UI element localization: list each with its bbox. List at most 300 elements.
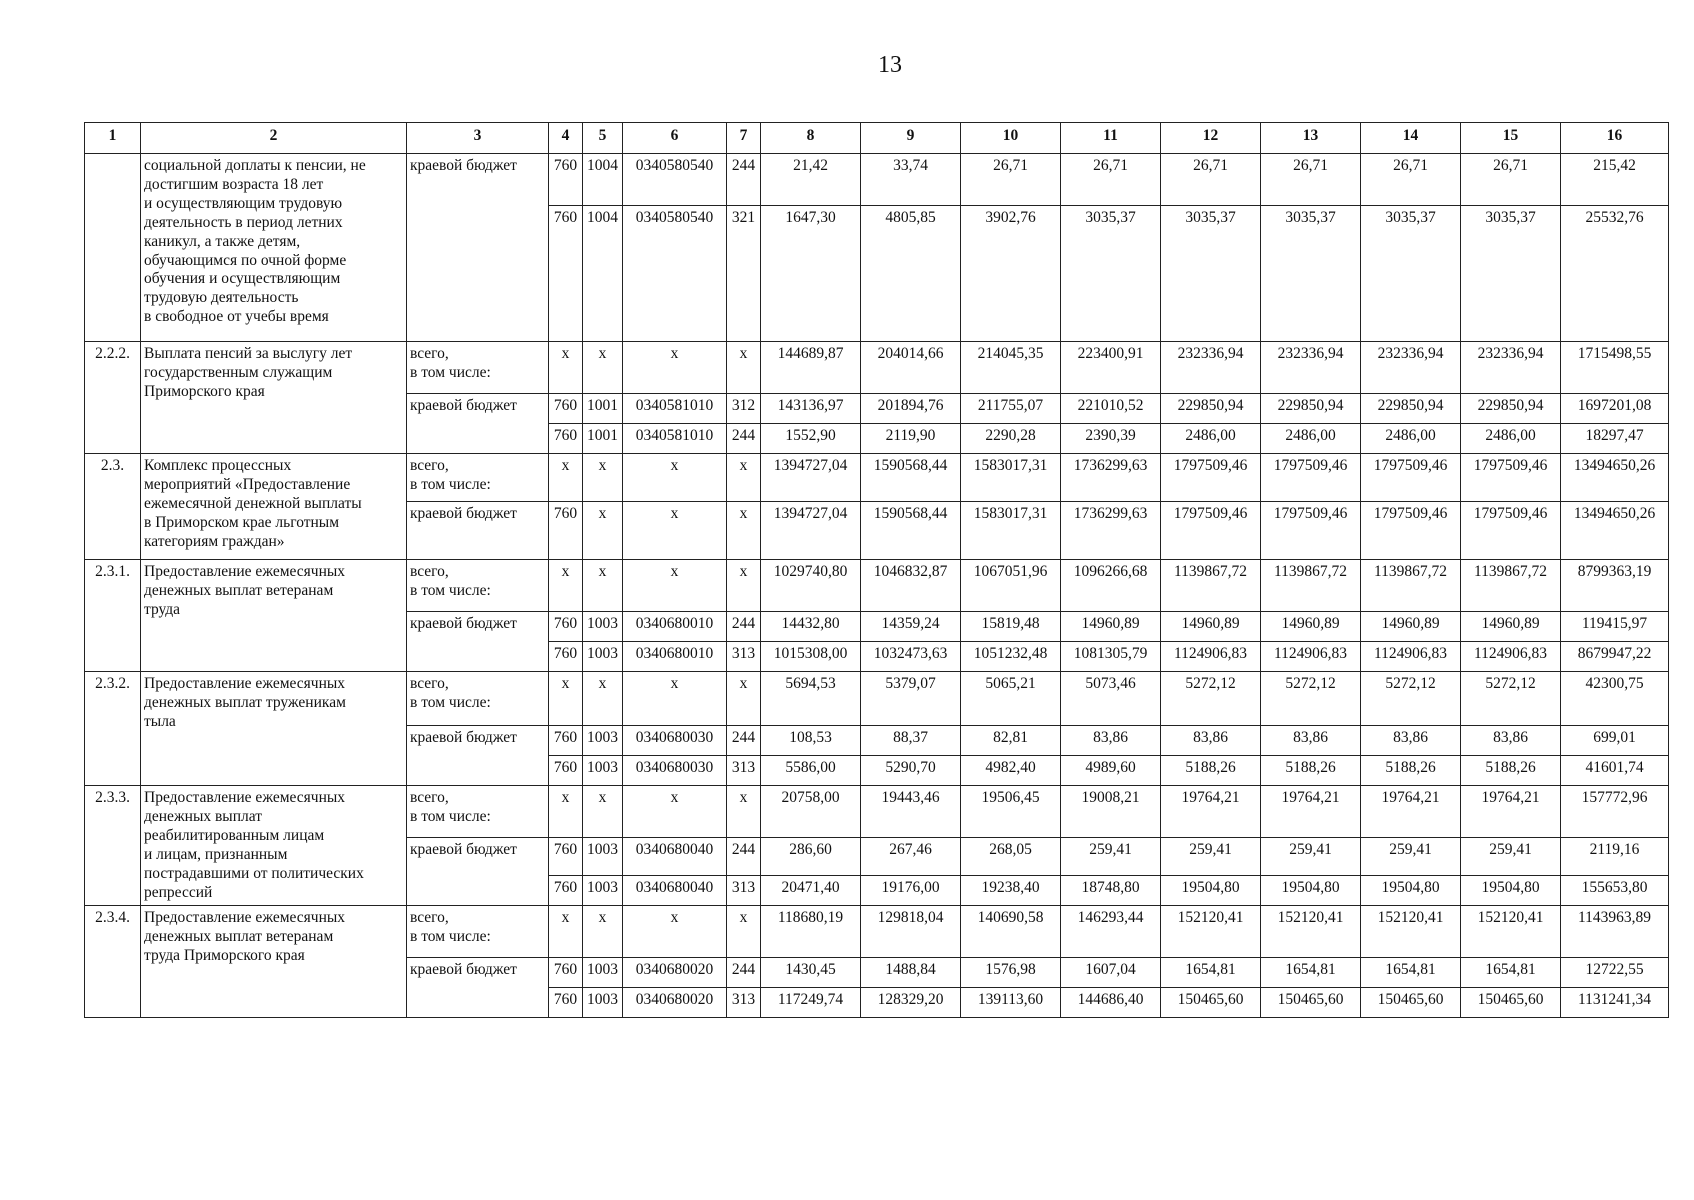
- year-value: 19443,46: [861, 786, 961, 838]
- year-value: 5188,26: [1161, 756, 1261, 786]
- year-value: 83,86: [1061, 726, 1161, 756]
- budget-code-c6: 0340580540: [623, 154, 727, 206]
- budget-code-c5: 1003: [583, 756, 623, 786]
- measure-name: [141, 342, 407, 454]
- budget-code-c5: 1003: [583, 642, 623, 672]
- year-value: 1654,81: [1461, 958, 1561, 988]
- year-value: 268,05: [961, 838, 1061, 876]
- funding-source: краевой бюджет: [407, 958, 549, 1018]
- year-value: 1488,84: [861, 958, 961, 988]
- year-value: 1590568,44: [861, 502, 961, 560]
- year-value: 26,71: [1361, 154, 1461, 206]
- year-value: 201894,76: [861, 394, 961, 424]
- year-value: 143136,97: [761, 394, 861, 424]
- column-header: 2: [141, 123, 407, 154]
- year-value: 267,46: [861, 838, 961, 876]
- year-value: 259,41: [1161, 838, 1261, 876]
- column-header: 9: [861, 123, 961, 154]
- year-value: 19504,80: [1361, 876, 1461, 906]
- year-value: 5272,12: [1461, 672, 1561, 726]
- measure-name-line: Выплата пенсий за выслугу лет: [144, 345, 353, 362]
- total-value: 155653,80: [1561, 876, 1669, 906]
- total-value: 699,01: [1561, 726, 1669, 756]
- year-value: 5586,00: [761, 756, 861, 786]
- budget-code-c7: 244: [727, 726, 761, 756]
- year-value: 1124906,83: [1261, 642, 1361, 672]
- measure-name-line: обучающимся по очной форме: [144, 251, 347, 269]
- row-index: 2.3.1.: [85, 560, 141, 672]
- column-header: 11: [1061, 123, 1161, 154]
- year-value: 1797509,46: [1361, 502, 1461, 560]
- total-value: 1715498,55: [1561, 342, 1669, 394]
- budget-code-c6: x: [623, 560, 727, 612]
- year-value: 1046832,87: [861, 560, 961, 612]
- budget-code-c5: 1001: [583, 394, 623, 424]
- total-value: 8679947,22: [1561, 642, 1669, 672]
- year-value: 5065,21: [961, 672, 1061, 726]
- budget-code-c6: 0340680010: [623, 642, 727, 672]
- year-value: 152120,41: [1361, 906, 1461, 958]
- measure-name-line: пострадавшими от политических: [144, 864, 364, 882]
- year-value: 1797509,46: [1461, 502, 1561, 560]
- budget-code-c6: 0340680020: [623, 958, 727, 988]
- year-value: 83,86: [1161, 726, 1261, 756]
- year-value: 14960,89: [1361, 612, 1461, 642]
- year-value: 1124906,83: [1461, 642, 1561, 672]
- year-value: 144686,40: [1061, 988, 1161, 1018]
- measure-name: [141, 906, 407, 1018]
- year-value: 83,86: [1461, 726, 1561, 756]
- measure-name-line: денежных выплат: [144, 807, 262, 825]
- budget-code-c5: 1003: [583, 958, 623, 988]
- year-value: 19504,80: [1261, 876, 1361, 906]
- measure-name-line: реабилитированным лицам: [144, 826, 325, 844]
- row-index: 2.2.2.: [85, 342, 141, 454]
- year-value: 1797509,46: [1261, 454, 1361, 502]
- budget-code-c4: 760: [549, 154, 583, 206]
- row-index: [85, 154, 141, 342]
- column-header: 8: [761, 123, 861, 154]
- budget-code-c5: 1003: [583, 612, 623, 642]
- year-value: 88,37: [861, 726, 961, 756]
- year-value: 214045,35: [961, 342, 1061, 394]
- funding-source-line: всего,: [410, 563, 449, 580]
- year-value: 2390,39: [1061, 424, 1161, 454]
- budget-code-c5: x: [583, 786, 623, 838]
- measure-name-line: мероприятий «Предоставление: [144, 475, 351, 493]
- measure-name: [141, 672, 407, 786]
- budget-code-c5: x: [583, 502, 623, 560]
- year-value: 1139867,72: [1361, 560, 1461, 612]
- budget-code-c6: 0340581010: [623, 424, 727, 454]
- budget-code-c7: 244: [727, 154, 761, 206]
- funding-source: [407, 560, 549, 612]
- total-value: 157772,96: [1561, 786, 1669, 838]
- budget-code-c7: x: [727, 560, 761, 612]
- budget-code-c6: 0340680040: [623, 876, 727, 906]
- year-value: 2119,90: [861, 424, 961, 454]
- table-row: [85, 454, 1669, 502]
- year-value: 3902,76: [961, 206, 1061, 342]
- funding-source: [407, 342, 549, 394]
- total-value: 215,42: [1561, 154, 1669, 206]
- row-index: 2.3.4.: [85, 906, 141, 1018]
- year-value: 5188,26: [1361, 756, 1461, 786]
- year-value: 18748,80: [1061, 876, 1161, 906]
- measure-name-line: и осуществляющим трудовую: [144, 194, 343, 212]
- year-value: 2486,00: [1161, 424, 1261, 454]
- year-value: 14960,89: [1161, 612, 1261, 642]
- year-value: 26,71: [1161, 154, 1261, 206]
- funding-source-line: всего,: [410, 675, 449, 692]
- measure-name-line: Предоставление ежемесячных: [144, 909, 346, 927]
- year-value: 1654,81: [1161, 958, 1261, 988]
- funding-source-line: в том числе:: [410, 807, 491, 825]
- column-header: 15: [1461, 123, 1561, 154]
- budget-code-c5: 1003: [583, 876, 623, 906]
- budget-code-c7: 244: [727, 838, 761, 876]
- year-value: 14960,89: [1461, 612, 1561, 642]
- year-value: 14432,80: [761, 612, 861, 642]
- measure-name-line: Предоставление ежемесячных: [144, 563, 346, 580]
- year-value: 1654,81: [1261, 958, 1361, 988]
- funding-source: краевой бюджет: [407, 726, 549, 786]
- funding-source: [407, 672, 549, 726]
- year-value: 150465,60: [1261, 988, 1361, 1018]
- budget-code-c4: x: [549, 672, 583, 726]
- year-value: 26,71: [1261, 154, 1361, 206]
- year-value: 83,86: [1361, 726, 1461, 756]
- total-value: 1131241,34: [1561, 988, 1669, 1018]
- budget-code-c7: x: [727, 342, 761, 394]
- year-value: 152120,41: [1461, 906, 1561, 958]
- year-value: 1590568,44: [861, 454, 961, 502]
- year-value: 2290,28: [961, 424, 1061, 454]
- year-value: 1654,81: [1361, 958, 1461, 988]
- year-value: 33,74: [861, 154, 961, 206]
- budget-code-c4: x: [549, 560, 583, 612]
- year-value: 129818,04: [861, 906, 961, 958]
- total-value: 42300,75: [1561, 672, 1669, 726]
- year-value: 1583017,31: [961, 454, 1061, 502]
- budget-code-c4: 760: [549, 642, 583, 672]
- year-value: 232336,94: [1161, 342, 1261, 394]
- year-value: 1067051,96: [961, 560, 1061, 612]
- total-value: 41601,74: [1561, 756, 1669, 786]
- year-value: 259,41: [1261, 838, 1361, 876]
- budget-code-c5: x: [583, 560, 623, 612]
- budget-code-c4: 760: [549, 726, 583, 756]
- funding-source: краевой бюджет: [407, 612, 549, 672]
- budget-code-c4: x: [549, 906, 583, 958]
- measure-name-line: репрессий: [144, 883, 213, 901]
- budget-code-c6: x: [623, 502, 727, 560]
- year-value: 1607,04: [1061, 958, 1161, 988]
- funding-source-line: в том числе:: [410, 928, 491, 946]
- year-value: 1015308,00: [761, 642, 861, 672]
- column-header: 1: [85, 123, 141, 154]
- year-value: 1139867,72: [1161, 560, 1261, 612]
- year-value: 5188,26: [1261, 756, 1361, 786]
- budget-code-c7: x: [727, 906, 761, 958]
- measure-name-line: достигшим возраста 18 лет: [144, 175, 324, 193]
- table-row: [85, 786, 1669, 838]
- budget-code-c6: x: [623, 454, 727, 502]
- column-header: 4: [549, 123, 583, 154]
- funding-source-line: в том числе:: [410, 475, 491, 493]
- year-value: 2486,00: [1461, 424, 1561, 454]
- funding-source: краевой бюджет: [407, 838, 549, 906]
- measure-name-line: денежных выплат ветеранам: [144, 928, 334, 946]
- budget-code-c5: x: [583, 454, 623, 502]
- year-value: 2486,00: [1361, 424, 1461, 454]
- year-value: 15819,48: [961, 612, 1061, 642]
- measure-name: [141, 454, 407, 560]
- year-value: 83,86: [1261, 726, 1361, 756]
- measure-name-line: категориям граждан»: [144, 532, 285, 550]
- budget-code-c4: 760: [549, 612, 583, 642]
- budget-code-c4: 760: [549, 756, 583, 786]
- column-header: 12: [1161, 123, 1261, 154]
- total-value: 13494650,26: [1561, 454, 1669, 502]
- year-value: 150465,60: [1161, 988, 1261, 1018]
- budget-code-c4: 760: [549, 988, 583, 1018]
- budget-code-c6: x: [623, 672, 727, 726]
- year-value: 19506,45: [961, 786, 1061, 838]
- column-header: 10: [961, 123, 1061, 154]
- year-value: 19764,21: [1361, 786, 1461, 838]
- budget-code-c4: 760: [549, 838, 583, 876]
- funding-source-line: в том числе:: [410, 693, 491, 711]
- funding-source: [407, 906, 549, 958]
- year-value: 152120,41: [1261, 906, 1361, 958]
- year-value: 14960,89: [1061, 612, 1161, 642]
- year-value: 5379,07: [861, 672, 961, 726]
- measure-name-line: Комплекс процессных: [144, 457, 292, 474]
- year-value: 232336,94: [1361, 342, 1461, 394]
- measure-name-line: труда: [144, 600, 181, 618]
- year-value: 1394727,04: [761, 454, 861, 502]
- year-value: 1576,98: [961, 958, 1061, 988]
- table-row: [85, 560, 1669, 612]
- total-value: 12722,55: [1561, 958, 1669, 988]
- budget-code-c5: x: [583, 342, 623, 394]
- total-value: 1697201,08: [1561, 394, 1669, 424]
- table-body: [85, 154, 1669, 1018]
- year-value: 1032473,63: [861, 642, 961, 672]
- year-value: 1552,90: [761, 424, 861, 454]
- measure-name: [141, 560, 407, 672]
- year-value: 3035,37: [1161, 206, 1261, 342]
- total-value: 2119,16: [1561, 838, 1669, 876]
- year-value: 19504,80: [1461, 876, 1561, 906]
- year-value: 1029740,80: [761, 560, 861, 612]
- funding-source: [407, 454, 549, 502]
- year-value: 211755,07: [961, 394, 1061, 424]
- measure-name-line: в Приморском крае льготным: [144, 513, 340, 531]
- total-value: 8799363,19: [1561, 560, 1669, 612]
- year-value: 152120,41: [1161, 906, 1261, 958]
- budget-code-c4: 760: [549, 502, 583, 560]
- year-value: 14960,89: [1261, 612, 1361, 642]
- year-value: 26,71: [1461, 154, 1561, 206]
- year-value: 150465,60: [1461, 988, 1561, 1018]
- page-number: 13: [878, 52, 902, 78]
- year-value: 20758,00: [761, 786, 861, 838]
- budget-code-c6: 0340580540: [623, 206, 727, 342]
- funding-source-line: всего,: [410, 789, 449, 806]
- budget-code-c7: 313: [727, 876, 761, 906]
- year-value: 146293,44: [1061, 906, 1161, 958]
- funding-source: [407, 786, 549, 838]
- budget-code-c4: 760: [549, 394, 583, 424]
- year-value: 19008,21: [1061, 786, 1161, 838]
- row-index: 2.3.2.: [85, 672, 141, 786]
- year-value: 1797509,46: [1161, 502, 1261, 560]
- year-value: 140690,58: [961, 906, 1061, 958]
- budget-code-c5: 1004: [583, 206, 623, 342]
- year-value: 1797509,46: [1261, 502, 1361, 560]
- year-value: 19504,80: [1161, 876, 1261, 906]
- budget-code-c7: 244: [727, 424, 761, 454]
- year-value: 21,42: [761, 154, 861, 206]
- year-value: 1096266,68: [1061, 560, 1161, 612]
- measure-name-line: Предоставление ежемесячных: [144, 789, 346, 806]
- year-value: 259,41: [1361, 838, 1461, 876]
- total-value: 18297,47: [1561, 424, 1669, 454]
- year-value: 5272,12: [1161, 672, 1261, 726]
- year-value: 229850,94: [1461, 394, 1561, 424]
- year-value: 229850,94: [1361, 394, 1461, 424]
- year-value: 26,71: [961, 154, 1061, 206]
- budget-code-c7: x: [727, 502, 761, 560]
- budget-code-c4: x: [549, 786, 583, 838]
- budget-code-c5: 1003: [583, 838, 623, 876]
- funding-source-line: всего,: [410, 909, 449, 927]
- measure-name: [141, 154, 407, 342]
- funding-source: краевой бюджет: [407, 394, 549, 454]
- year-value: 19238,40: [961, 876, 1061, 906]
- year-value: 4989,60: [1061, 756, 1161, 786]
- year-value: 1736299,63: [1061, 502, 1161, 560]
- budget-code-c7: 313: [727, 988, 761, 1018]
- budget-code-c4: x: [549, 342, 583, 394]
- measure-name-line: и лицам, признанным: [144, 845, 288, 863]
- year-value: 3035,37: [1461, 206, 1561, 342]
- funding-source: краевой бюджет: [407, 154, 549, 342]
- year-value: 259,41: [1061, 838, 1161, 876]
- total-value: 1143963,89: [1561, 906, 1669, 958]
- year-value: 118680,19: [761, 906, 861, 958]
- column-header: 7: [727, 123, 761, 154]
- year-value: 108,53: [761, 726, 861, 756]
- year-value: 1139867,72: [1261, 560, 1361, 612]
- budget-code-c6: x: [623, 342, 727, 394]
- budget-code-c7: 312: [727, 394, 761, 424]
- year-value: 1797509,46: [1361, 454, 1461, 502]
- header-row: [85, 123, 1669, 154]
- budget-code-c4: 760: [549, 424, 583, 454]
- year-value: 20471,40: [761, 876, 861, 906]
- column-header: 5: [583, 123, 623, 154]
- year-value: 1647,30: [761, 206, 861, 342]
- table-row: [85, 906, 1669, 958]
- budget-code-c6: 0340680040: [623, 838, 727, 876]
- year-value: 3035,37: [1061, 206, 1161, 342]
- measure-name-line: тыла: [144, 712, 176, 730]
- column-header: 6: [623, 123, 727, 154]
- year-value: 229850,94: [1161, 394, 1261, 424]
- budget-code-c4: 760: [549, 876, 583, 906]
- year-value: 5188,26: [1461, 756, 1561, 786]
- budget-code-c4: 760: [549, 206, 583, 342]
- year-value: 229850,94: [1261, 394, 1361, 424]
- year-value: 1797509,46: [1461, 454, 1561, 502]
- measure-name-line: каникул, а также детям,: [144, 232, 301, 250]
- budget-code-c5: x: [583, 672, 623, 726]
- year-value: 1736299,63: [1061, 454, 1161, 502]
- year-value: 150465,60: [1361, 988, 1461, 1018]
- budget-code-c7: 321: [727, 206, 761, 342]
- table-row: [85, 154, 1669, 206]
- budget-code-c6: 0340581010: [623, 394, 727, 424]
- year-value: 5694,53: [761, 672, 861, 726]
- year-value: 1051232,48: [961, 642, 1061, 672]
- budget-code-c5: 1003: [583, 988, 623, 1018]
- year-value: 19764,21: [1261, 786, 1361, 838]
- year-value: 3035,37: [1261, 206, 1361, 342]
- year-value: 204014,66: [861, 342, 961, 394]
- budget-code-c7: x: [727, 786, 761, 838]
- column-header: 14: [1361, 123, 1461, 154]
- year-value: 117249,74: [761, 988, 861, 1018]
- year-value: 19764,21: [1161, 786, 1261, 838]
- budget-code-c7: 244: [727, 612, 761, 642]
- column-header: 16: [1561, 123, 1669, 154]
- year-value: 5073,46: [1061, 672, 1161, 726]
- year-value: 1081305,79: [1061, 642, 1161, 672]
- funding-source-line: в том числе:: [410, 363, 491, 381]
- budget-code-c7: 313: [727, 642, 761, 672]
- budget-code-c5: 1003: [583, 726, 623, 756]
- year-value: 1124906,83: [1161, 642, 1261, 672]
- year-value: 1139867,72: [1461, 560, 1561, 612]
- year-value: 223400,91: [1061, 342, 1161, 394]
- measure-name-line: государственным служащим: [144, 363, 333, 381]
- measure-name-line: в свободное от учебы время: [144, 308, 329, 326]
- year-value: 1430,45: [761, 958, 861, 988]
- column-header: 13: [1261, 123, 1361, 154]
- measure-name-line: Приморского края: [144, 382, 265, 400]
- year-value: 221010,52: [1061, 394, 1161, 424]
- budget-code-c4: x: [549, 454, 583, 502]
- budget-code-c7: x: [727, 454, 761, 502]
- funding-source: краевой бюджет: [407, 502, 549, 560]
- year-value: 1797509,46: [1161, 454, 1261, 502]
- year-value: 19176,00: [861, 876, 961, 906]
- budget-code-c7: 244: [727, 958, 761, 988]
- year-value: 286,60: [761, 838, 861, 876]
- measure-name-line: труда Приморского края: [144, 947, 305, 965]
- measure-name-line: социальной доплаты к пенсии, не: [144, 157, 366, 174]
- total-value: 25532,76: [1561, 206, 1669, 342]
- year-value: 232336,94: [1261, 342, 1361, 394]
- budget-code-c7: 313: [727, 756, 761, 786]
- budget-code-c6: x: [623, 786, 727, 838]
- measure-name-line: ежемесячной денежной выплаты: [144, 494, 362, 512]
- measure-name-line: деятельность в период летних: [144, 213, 343, 231]
- measure-name-line: Предоставление ежемесячных: [144, 675, 346, 692]
